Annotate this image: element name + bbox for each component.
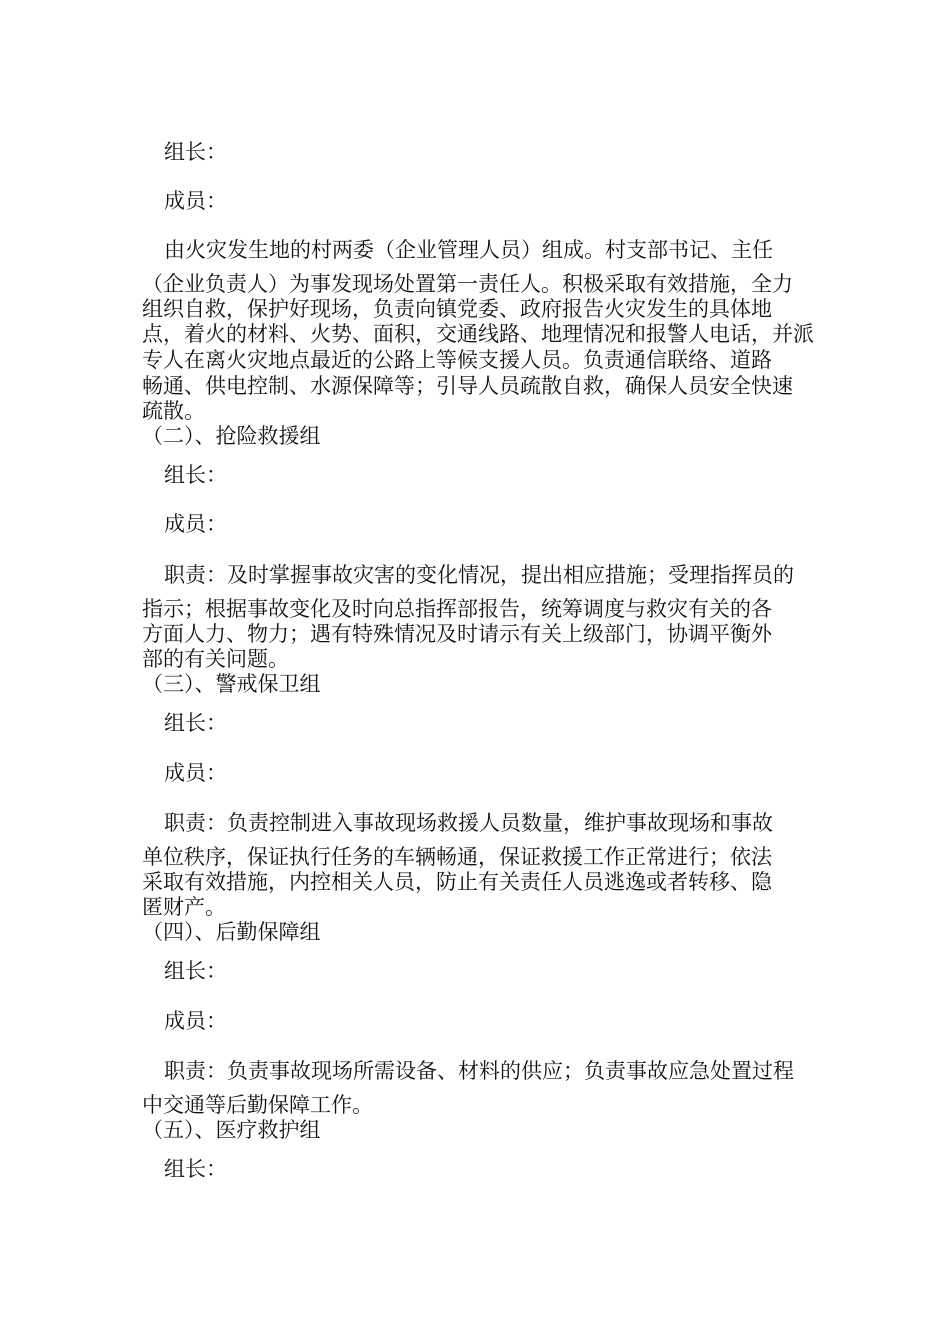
paragraph-line: 点，着火的材料、火势、面积，交通线路、地理情况和报警人电话，并派 [142,322,814,346]
paragraph-line: 部的有关问题。 [142,647,289,671]
group-leader-label: 组长： [164,463,227,487]
paragraph-line: 专人在离火灾地点最近的公路上等候支援人员。负责通信联络、道路 [142,348,772,372]
paragraph-line: 方面人力、物力；遇有特殊情况及时请示有关上级部门，协调平衡外 [142,622,772,646]
group-member-label: 成员： [164,1009,227,1033]
paragraph-line: 职责：负责控制进入事故现场救援人员数量，维护事故现场和事故 [164,811,773,835]
paragraph-line: 组织自救，保护好现场，负责向镇党委、政府报告火灾发生的具体地 [142,297,772,321]
paragraph-line: 单位秩序，保证执行任务的车辆畅通，保证救援工作正常进行；依法 [142,845,772,869]
section-heading: （二）、抢险救援组 [142,424,321,448]
paragraph-line: 匿财产。 [142,895,226,919]
group-leader-label: 组长： [164,959,227,983]
paragraph-line: 由火灾发生地的村两委（企业管理人员）组成。村支部书记、主任 [164,238,773,262]
section-heading: （五）、医疗救护组 [142,1118,321,1142]
paragraph-line: 采取有效措施，内控相关人员，防止有关责任人员逃逸或者转移、隐 [142,870,772,894]
group-leader-label: 组长： [164,711,227,735]
group-member-label: 成员： [164,761,227,785]
paragraph-line: 疏散。 [142,399,205,423]
group-leader-label: 组长： [164,1157,227,1181]
paragraph-line: （企业负责人）为事发现场处置第一责任人。积极采取有效措施，全力 [142,272,793,296]
paragraph-line: 畅通、供电控制、水源保障等；引导人员疏散自救，确保人员安全快速 [142,374,793,398]
group-member-label: 成员： [164,189,227,213]
group-member-label: 成员： [164,512,227,536]
group-leader-label: 组长： [164,140,227,164]
section-heading: （三）、警戒保卫组 [142,672,321,696]
paragraph-line: 指示；根据事故变化及时向总指挥部报告，统筹调度与救灾有关的各 [142,597,772,621]
section-heading: （四）、后勤保障组 [142,920,321,944]
paragraph-line: 中交通等后勤保障工作。 [142,1093,373,1117]
paragraph-line: 职责：负责事故现场所需设备、材料的供应；负责事故应急处置过程 [164,1059,794,1083]
paragraph-line: 职责：及时掌握事故灾害的变化情况，提出相应措施；受理指挥员的 [164,563,794,587]
